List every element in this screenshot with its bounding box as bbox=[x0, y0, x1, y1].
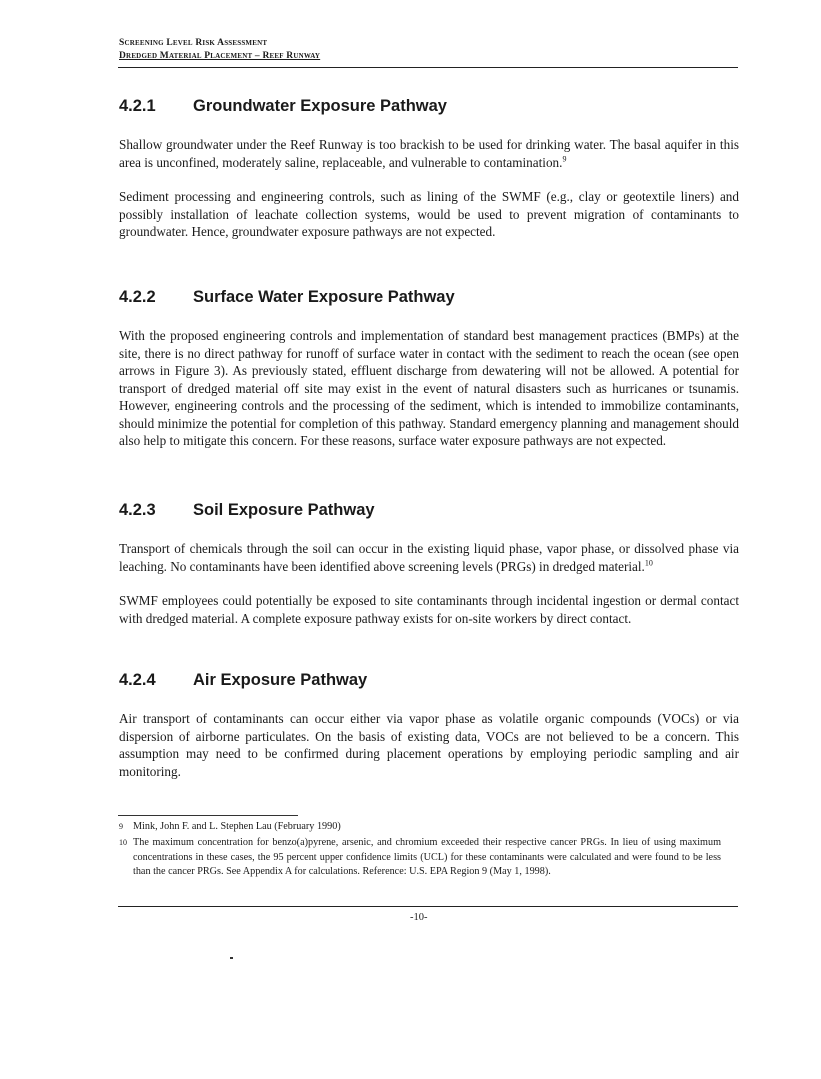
footnote-mark: 9 bbox=[119, 822, 123, 831]
section-number: 4.2.4 bbox=[119, 671, 156, 689]
section-heading bbox=[119, 288, 739, 310]
paragraph: Sediment processing and engineering controls, such as lining of the SWMF (e.g., clay or geotextile liners) and possibly installation of leachate collection systems, would be used to prevent migration of contaminants to groundwater. Hence, groundwater exposure pathways are not expected. bbox=[119, 189, 739, 239]
footnote-ref: 10 bbox=[644, 558, 653, 568]
footnote-rule bbox=[118, 815, 298, 816]
footnote-ref: 9 bbox=[562, 154, 567, 164]
paragraph-text: Shallow groundwater under the Reef Runway is too brackish to be used for drinking water. The basal aquifer in this area is unconfined, moderately saline, replaceable, and vulnerable to contamination. bbox=[119, 137, 739, 170]
section-surface-water bbox=[119, 288, 739, 467]
section-heading bbox=[119, 97, 739, 119]
footnote-text: Mink, John F. and L. Stephen Lau (February 1990) bbox=[133, 821, 341, 832]
section-number: 4.2.1 bbox=[119, 97, 156, 115]
header-subtitle: Dredged Material Placement – Reef Runway bbox=[119, 51, 321, 61]
section-number: 4.2.3 bbox=[119, 501, 156, 519]
section-soil bbox=[119, 501, 739, 644]
running-header bbox=[119, 37, 739, 63]
section-title: Air Exposure Pathway bbox=[193, 671, 368, 689]
header-rule bbox=[118, 67, 738, 68]
section-heading bbox=[119, 671, 739, 693]
section-air bbox=[119, 671, 739, 797]
section-groundwater bbox=[119, 97, 739, 258]
paragraph bbox=[119, 540, 739, 575]
section-heading bbox=[119, 501, 739, 523]
footnotes bbox=[119, 820, 721, 881]
section-title: Surface Water Exposure Pathway bbox=[193, 288, 455, 306]
paragraph bbox=[119, 136, 739, 171]
footnote bbox=[119, 836, 721, 879]
paragraph: With the proposed engineering controls and implementation of standard best management practices (BMPs) at the site, there is no direct pathway for runoff of surface water in contact with the sediment to reach the ocean (see open arrows in Figure 3). As previously stated, effluent discharge from dewatering will not be allowed. A potential for transport of dredged material off site may exist in the event of natural disasters such as hurricanes or tsunamis. However, engineering controls and the processing of the sediment, which is intended to immobilize contaminants, should minimize the potential for completion of this pathway. Standard emergency planning and management should also help to mitigate this concern. For these reasons, surface water exposure pathways are not expected. bbox=[119, 328, 739, 448]
paragraph: Air transport of contaminants can occur either via vapor phase as volatile organic compounds (VOCs) or via dispersion of airborne particulates. On the basis of existing data, VOCs are not believed to be a concern. This assumption may need to be confirmed during placement operations by employing periodic sampling and air monitoring. bbox=[119, 711, 739, 779]
footer-rule bbox=[118, 906, 738, 907]
page-number: -10- bbox=[410, 912, 428, 923]
header-title: Screening Level Risk Assessment bbox=[119, 38, 268, 48]
paragraph: SWMF employees could potentially be exposed to site contaminants through incidental ingestion or dermal contact with dredged material. A complete exposure pathway exists for on-site workers by direct contact. bbox=[119, 593, 739, 626]
section-title: Groundwater Exposure Pathway bbox=[193, 97, 447, 115]
footnote bbox=[119, 820, 721, 834]
section-title: Soil Exposure Pathway bbox=[193, 501, 375, 519]
footnote-text: The maximum concentration for benzo(a)pyrene, arsenic, and chromium exceeded their respective cancer PRGs. In lieu of using maximum concentrations in these cases, the 95 percent upper confidence limits (UCL) for these contaminants were calculated and were found to be less than the cancer PRGs. See Appendix A for calculations. Reference: U.S. EPA Region 9 (May 1, 1998). bbox=[133, 837, 721, 877]
footnote-mark: 10 bbox=[119, 838, 127, 848]
paragraph-text: Transport of chemicals through the soil can occur in the existing liquid phase, vapor phase, or dissolved phase via leaching. No contaminants have been identified above screening levels (PRGs) in dredged material. bbox=[119, 541, 739, 574]
scan-speck bbox=[230, 957, 233, 959]
section-number: 4.2.2 bbox=[119, 288, 156, 306]
